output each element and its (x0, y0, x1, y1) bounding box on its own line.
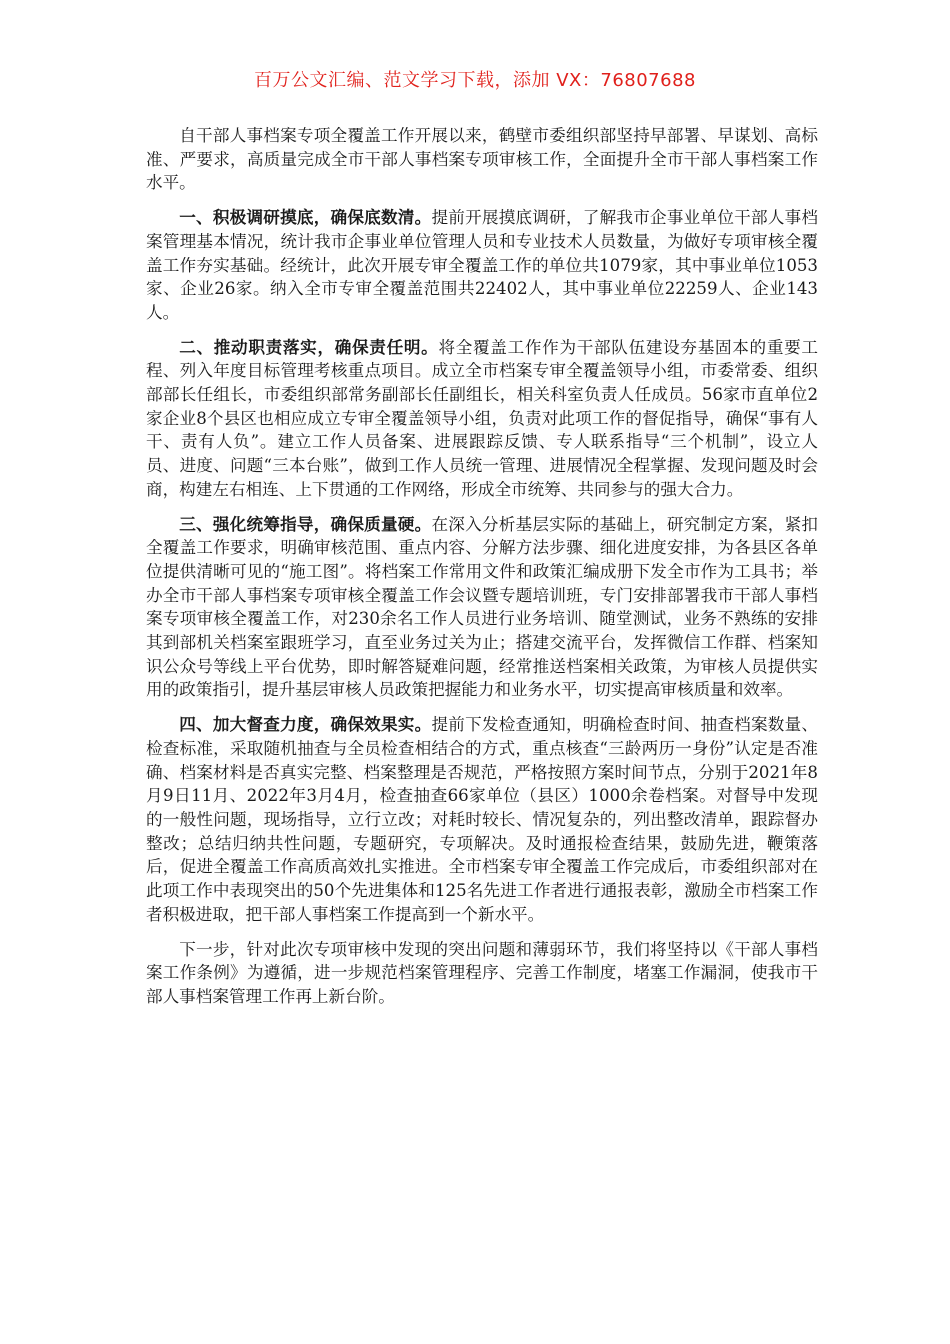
header-banner: 百万公文汇编、范文学习下载，添加 VX：76807688 (254, 70, 696, 91)
section-heading-2: 二、推动职责落实，确保责任明。 (179, 336, 439, 357)
section-heading-4: 四、加大督查力度，确保效果实。 (179, 714, 432, 735)
section-body-4: 提前下发检查通知，明确检查时间、抽查档案数量、检查标准，采取随机抽查与全员检查相结合的方式，重点核查“三龄两历一身份”认定是否准确、档案材料是否真实完整、档案整理是否规范，严格按照方案时间节点，分别于2021年8月9日11月、2022年3月4月，检查抽查66家单位（县区）1000余卷档案。对督导中发现的一般性问题，现场指导，立行立改；对耗时较长、情况复杂的，列出整改清单，跟踪督办整改；总结归纳共性问题，专题研究，专项解决。及时通报检查结果，鼓励先进，鞭策落后，促进全覆盖工作高质高效扎实推进。全市档案专审全覆盖工作完成后，市委组织部对在此项工作中表现突出的50个先进集体和125名先进工作者进行通报表彰，激励全市档案工作者积极进取，把干部人事档案工作提高到一个新水平。 (146, 715, 818, 924)
section-heading-1: 一、积极调研摸底，确保底数清。 (179, 207, 432, 228)
intro-paragraph: 自干部人事档案专项全覆盖工作开展以来，鹤壁市委组织部坚持早部署、早谋划、高标准、严要求，高质量完成全市干部人事档案专项审核工作，全面提升全市干部人事档案工作水平。 (146, 126, 818, 193)
section-body-3: 在深入分析基层实际的基础上，研究制定方案，紧扣全覆盖工作要求，明确审核范围、重点内容、分解方法步骤、细化进度安排，为各县区各单位提供清晰可见的“施工图”。将档案工作常用文件和政策汇编成册下发全市作为工具书；举办全市干部人事档案专项审核全覆盖工作会议暨专题培训班，专门安排部署我市干部人事档案专项审核全覆盖工作，对230余名工作人员进行业务培训、随堂测试，业务不熟练的安排其到部机关档案室跟班学习，直至业务过关为止；搭建交流平台，发挥微信工作群、档案知识公众号等线上平台优势，即时解答疑难问题，经常推送档案相关政策，为审核人员提供实用的政策指引，提升基层审核人员政策把握能力和业务水平，切实提高审核质量和效率。 (146, 514, 818, 700)
section-paragraph-1 (146, 206, 818, 325)
section-heading-3: 三、强化统筹指导，确保质量硬。 (179, 513, 432, 534)
section-body-2: 将全覆盖工作作为干部队伍建设夯基固本的重要工程、列入年度目标管理考核重点项目。成立全市档案专审全覆盖领导小组，市委常委、组织部部长任组长，市委组织部常务副部长任副组长，相关科室负责人任成员。56家市直单位2家企业8个县区也相应成立专审全覆盖领导小组，负责对此项工作的督促指导，确保“事有人干、责有人负”。建立工作人员备案、进展跟踪反馈、专人联系指导“三个机制”，设立人员、进度、问题“三本台账”，做到工作人员统一管理、进展情况全程掌握、发现问题及时会商，构建左右相连、上下贯通的工作网络，形成全市统筹、共同参与的强大合力。 (146, 337, 819, 499)
section-paragraph-3 (146, 513, 818, 703)
closing-paragraph: 下一步，针对此次专项审核中发现的突出问题和薄弱环节，我们将坚持以《干部人事档案工作条例》为遵循，进一步规范档案管理程序、完善工作制度，堵塞工作漏洞，使我市干部人事档案管理工作再上新台阶。 (146, 939, 818, 1006)
section-paragraph-2 (146, 336, 818, 502)
document-body (146, 124, 818, 1020)
section-body-1: 提前开展摸底调研，了解我市企事业单位干部人事档案管理基本情况，统计我市企事业单位管理人员和专业技术人员数量，为做好专项审核全覆盖工作夯实基础。经统计，此次开展专审全覆盖工作的单位共1079家，其中事业单位1053家、企业26家。纳入全市专审全覆盖范围共22402人，其中事业单位22259人、企业143人。 (146, 208, 818, 322)
section-paragraph-4 (146, 713, 818, 926)
